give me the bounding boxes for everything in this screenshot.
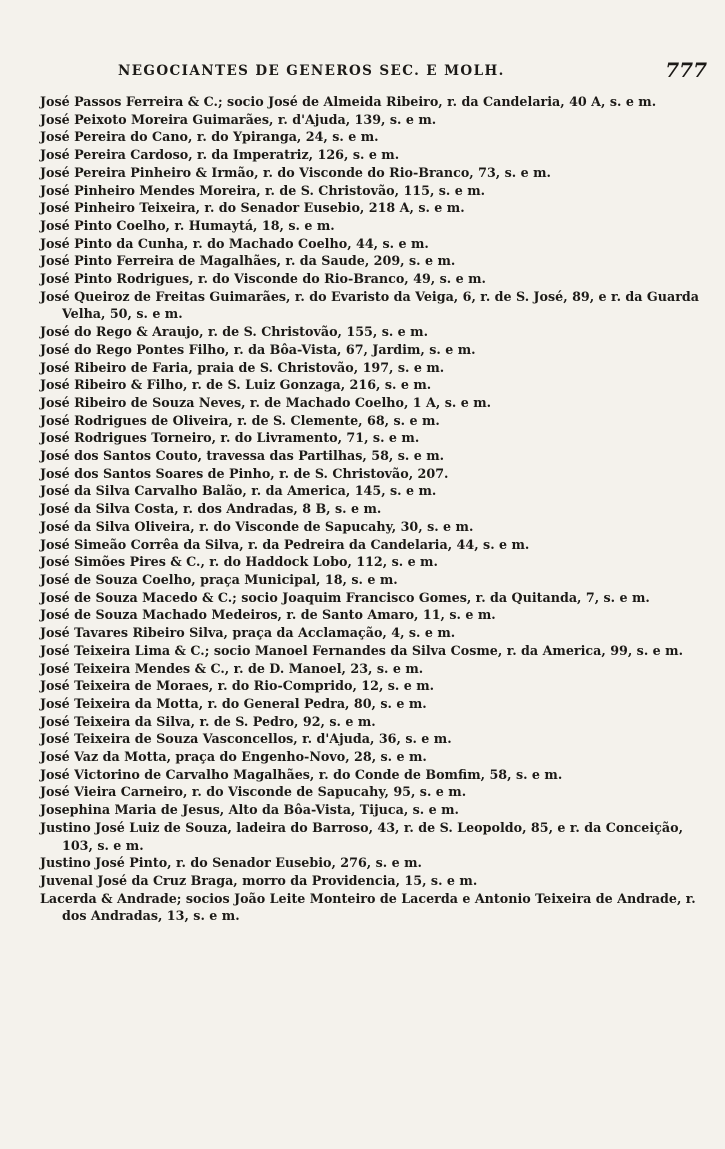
merchant-entry: José Victorino de Carvalho Magalhães, r. do Conde de Bomfim, 58, s. e m. [40, 766, 563, 782]
merchant-entry: José do Rego & Araujo, r. de S. Christovão, 155, s. e m. [40, 324, 429, 340]
merchant-entry: Justino José Pinto, r. do Senador Eusebio, 276, s. e m. [40, 855, 422, 871]
merchant-entry: José Pinto da Cunha, r. do Machado Coelho, 44, s. e m. [40, 235, 429, 251]
merchant-entry: José Teixeira da Silva, r. de S. Pedro, 92, s. e m. [40, 713, 376, 729]
merchant-entry: José Ribeiro de Faria, praia de S. Christovão, 197, s. e m. [40, 359, 445, 375]
merchant-entry: José Pereira Pinheiro & Irmão, r. do Visconde do Rio-Branco, 73, s. e m. [40, 164, 551, 180]
merchant-entry: José Pereira do Cano, r. do Ypiranga, 24, s. e m. [40, 129, 379, 145]
merchant-entry: José Passos Ferreira & C.; socio José de Almeida Ribeiro, r. da Candelaria, 40 A, s. e m. [40, 94, 657, 109]
merchant-entry: José Peixoto Moreira Guimarães, r. d'Ajuda, 139, s. e m. [40, 111, 437, 127]
merchant-entry: José Rodrigues de Oliveira, r. de S. Clemente, 68, s. e m. [40, 412, 440, 428]
merchant-entry: José Teixeira Lima & C.; socio Manoel Fernandes da Silva Cosme, r. da America, 99, s. e m. [40, 642, 683, 658]
merchant-entry: José Pinheiro Mendes Moreira, r. de S. Christovão, 115, s. e m. [40, 182, 486, 198]
merchant-entry: José Teixeira da Motta, r. do General Pedra, 80, s. e m. [40, 695, 427, 711]
merchant-entry: José Pinto Ferreira de Magalhães, r. da Saude, 209, s. e m. [40, 253, 456, 269]
merchant-entry: José da Silva Costa, r. dos Andradas, 8 B, s. e m. [40, 501, 382, 517]
merchant-entry: José da Silva Carvalho Balão, r. da America, 145, s. e m. [40, 483, 437, 499]
merchant-entry: José de Souza Coelho, praça Municipal, 18, s. e m. [40, 571, 398, 587]
merchant-entry: José Teixeira de Moraes, r. do Rio-Comprido, 12, s. e m. [40, 678, 435, 694]
merchant-entry: José Simões Pires & C., r. do Haddock Lobo, 112, s. e m. [40, 554, 438, 570]
merchant-entry: José de Souza Macedo & C.; socio Joaquim Francisco Gomes, r. da Quitanda, 7, s. e m. [40, 589, 650, 605]
merchant-entry: Lacerda & Andrade; socios João Leite Monteiro de Lacerda e Antonio Teixeira de Andrade, r. dos Andradas, 13, s. e m. [40, 890, 696, 924]
merchant-entry: José Simeão Corrêa da Silva, r. da Pedreira da Candelaria, 44, s. e m. [40, 536, 530, 552]
merchant-entry: José Vaz da Motta, praça do Engenho-Novo, 28, s. e m. [40, 749, 427, 765]
merchant-entry: José dos Santos Couto, travessa das Partilhas, 58, s. e m. [40, 448, 445, 464]
merchant-entry: José Pereira Cardoso, r. da Imperatriz, 126, s. e m. [40, 147, 400, 163]
merchant-entry: José Queiroz de Freitas Guimarães, r. do Evaristo da Veiga, 6, r. de S. José, 89, e r. da Guarda Velha, 50, s. e m. [40, 288, 699, 322]
merchant-entry: José Ribeiro & Filho, r. de S. Luiz Gonzaga, 216, s. e m. [40, 377, 432, 393]
running-head: NEGOCIANTES DE GENEROS SEC. E MOLH. [118, 63, 505, 79]
merchant-entry: José Ribeiro de Souza Neves, r. de Machado Coelho, 1 A, s. e m. [40, 394, 492, 410]
merchant-entry: José de Souza Machado Medeiros, r. de Santo Amaro, 11, s. e m. [40, 607, 496, 623]
merchant-entry: José Tavares Ribeiro Silva, praça da Acclamação, 4, s. e m. [40, 625, 456, 641]
merchant-entry: Juvenal José da Cruz Braga, morro da Providencia, 15, s. e m. [40, 872, 478, 888]
merchant-entry: Justino José Luiz de Souza, ladeira do Barroso, 43, r. de S. Leopoldo, 85, e r. da Conceição, 103, s. e m. [40, 819, 683, 853]
merchant-entry: José dos Santos Soares de Pinho, r. de S. Christovão, 207. [40, 465, 449, 481]
merchant-entry: José Pinto Coelho, r. Humaytá, 18, s. e m. [40, 217, 335, 233]
page-number: 777 [665, 58, 707, 82]
merchant-list [40, 93, 704, 925]
merchant-entry: José da Silva Oliveira, r. do Visconde de Sapucahy, 30, s. e m. [40, 518, 474, 534]
merchant-entry: José Pinheiro Teixeira, r. do Senador Eusebio, 218 A, s. e m. [40, 200, 465, 216]
merchant-entry: José do Rego Pontes Filho, r. da Bôa-Vista, 67, Jardim, s. e m. [40, 341, 476, 357]
merchant-entry: José Rodrigues Torneiro, r. do Livramento, 71, s. e m. [40, 430, 420, 446]
merchant-entry: José Pinto Rodrigues, r. do Visconde do Rio-Branco, 49, s. e m. [40, 271, 486, 287]
merchant-entry: José Teixeira de Souza Vasconcellos, r. d'Ajuda, 36, s. e m. [40, 731, 452, 747]
merchant-entry: Josephina Maria de Jesus, Alto da Bôa-Vista, Tijuca, s. e m. [40, 802, 459, 818]
merchant-entry: José Vieira Carneiro, r. do Visconde de Sapucahy, 95, s. e m. [40, 784, 467, 800]
merchant-entry: José Teixeira Mendes & C., r. de D. Manoel, 23, s. e m. [40, 660, 424, 676]
